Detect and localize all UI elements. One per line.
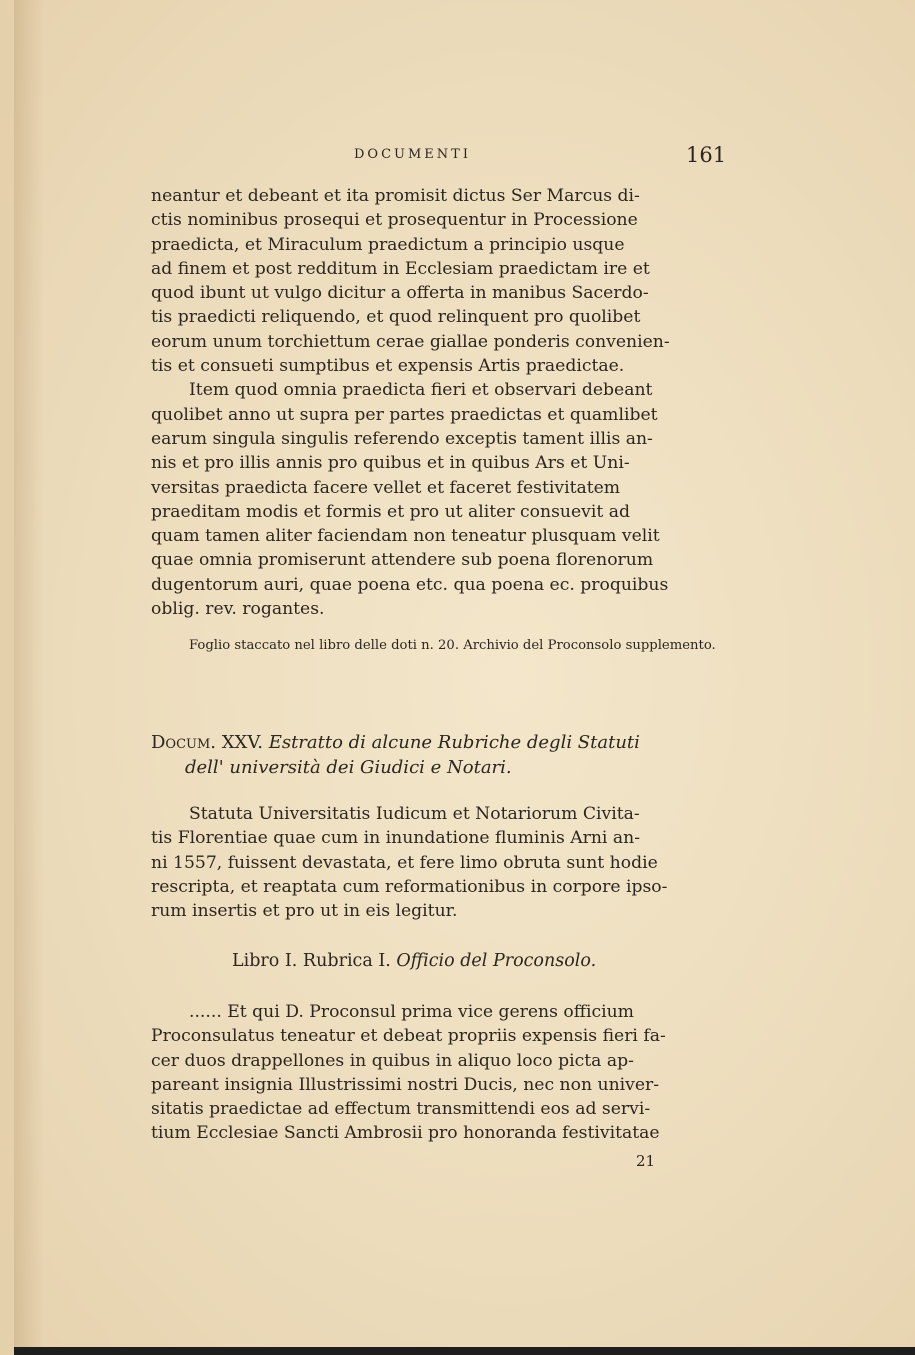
text-line: rum insertis et pro ut in eis legitur.	[151, 901, 458, 922]
text-line: neantur et debeant et ita promisit dictus Ser Marcus di-	[151, 186, 640, 206]
text-line: Proconsulatus teneatur et debeat propriis expensis fieri fa-	[151, 1026, 666, 1047]
body-text-top	[151, 184, 723, 621]
text-line: tium Ecclesiae Sancti Ambrosii pro honoranda festivitatae	[151, 1123, 660, 1144]
text-line: tis et consueti sumptibus et expensis Artis praedictae.	[151, 356, 625, 377]
rubrica-title: Officio del Proconsolo.	[396, 951, 597, 971]
text-line: tis praedicti reliquendo, et quod relinquent pro quolibet	[151, 307, 641, 328]
text-line: praedicta, et Miraculum praedictum a principio usque	[151, 234, 625, 255]
page-gutter-shadow	[14, 0, 44, 1355]
scan-bottom-edge	[14, 1347, 915, 1355]
text-line: dugentorum auri, quae poena etc. qua poena ec. proquibus	[151, 574, 669, 595]
paragraph-3	[151, 802, 723, 923]
text-line: sitatis praedictae ad effectum transmittendi eos ad servi-	[151, 1099, 651, 1120]
text-line: tis Florentiae quae cum in inundatione fluminis Arni an-	[151, 828, 641, 849]
text-line: cer duos drappellones in quibus in aliquo loco picta ap-	[151, 1050, 634, 1071]
document-heading	[151, 730, 725, 780]
paragraph-1	[151, 184, 723, 378]
signature-mark: 21	[636, 1152, 656, 1170]
footnote: Foglio staccato nel libro delle doti n. 20. Archivio del Proconsolo supplemento.	[189, 638, 716, 653]
text-line: oblig. rev. rogantes.	[151, 599, 325, 620]
document-title-continued: dell' università dei Giudici e Notari.	[185, 757, 512, 778]
text-line: rescripta, et reaptata cum reformationibus in corpore ipso-	[151, 876, 668, 897]
paragraph-2	[151, 378, 723, 621]
text-line: praeditam modis et formis et pro ut aliter consuevit ad	[151, 501, 630, 522]
text-line: quae omnia promiserunt attendere sub poena florenorum	[151, 550, 654, 571]
text-line: pareant insignia Illustrissimi nostri Ducis, nec non univer-	[151, 1074, 660, 1095]
document-heading-line-1	[151, 730, 725, 755]
text-line: quam tamen aliter faciendam non teneatur plusquam velit	[151, 526, 660, 547]
running-head: DOCUMENTI	[354, 147, 471, 162]
body-text-proconsul	[151, 1000, 723, 1146]
rubrica-heading	[232, 951, 596, 971]
text-line: ad finem et post redditum in Ecclesiam praedictam ire et	[151, 258, 650, 279]
document-number: Docum. XXV.	[151, 732, 263, 753]
text-line: eorum unum torchiettum cerae giallae ponderis convenien-	[151, 331, 670, 352]
body-text-statuta	[151, 802, 723, 923]
text-line: nis et pro illis annis pro quibus et in quibus Ars et Uni-	[151, 453, 630, 474]
text-line: earum singula singulis referendo exceptis tament illis an-	[151, 428, 653, 449]
text-line: Item quod omnia praedicta fieri et observari debeant	[189, 380, 653, 401]
text-line: quolibet anno ut supra per partes praedictas et quamlibet	[151, 404, 658, 425]
document-title: Estratto di alcune Rubriche degli Statuti	[268, 732, 640, 753]
text-line: Statuta Universitatis Iudicum et Notariorum Civita-	[189, 804, 640, 824]
text-line: versitas praedicta facere vellet et faceret festivitatem	[151, 477, 621, 498]
paragraph-4	[151, 1000, 723, 1146]
text-line: ...... Et qui D. Proconsul prima vice gerens officium	[189, 1002, 634, 1022]
rubrica-label: Libro I. Rubrica I.	[232, 951, 391, 971]
text-line: quod ibunt ut vulgo dicitur a offerta in manibus Sacerdo-	[151, 283, 649, 304]
text-line: ctis nominibus prosequi et prosequentur in Processione	[151, 210, 638, 231]
page-number: 161	[686, 143, 727, 167]
text-line: ni 1557, fuissent devastata, et fere limo obruta sunt hodie	[151, 852, 658, 873]
